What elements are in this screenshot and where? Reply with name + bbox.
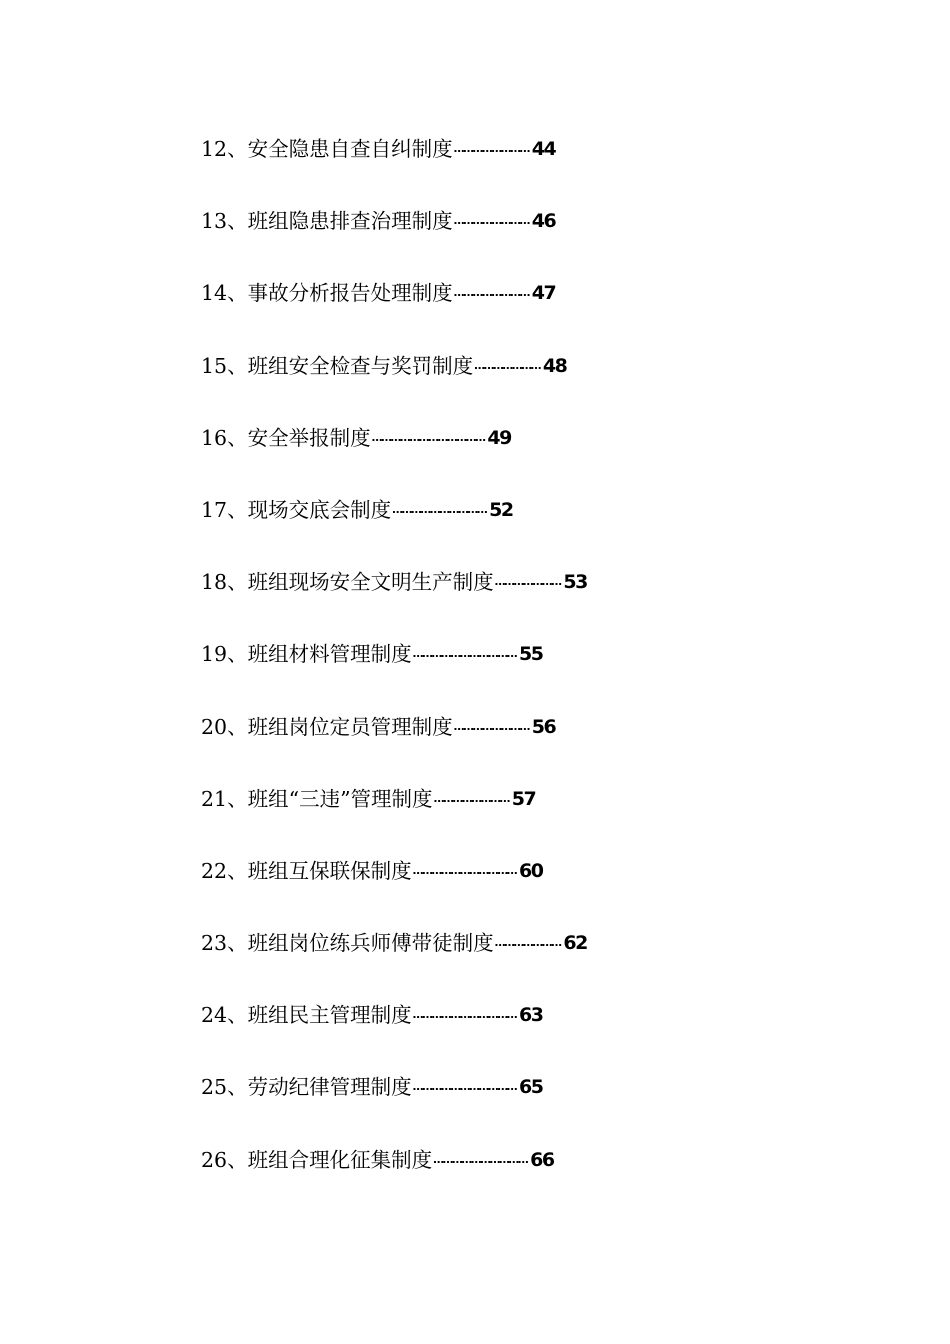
entry-title: 劳动纪律管理制度 [247,1075,412,1100]
toc-entry [201,926,801,998]
entry-title: 班组“三违”管理制度 [247,786,433,811]
entry-number: 17 [201,497,228,522]
entry-separator: 、 [227,642,248,667]
toc-entry [201,782,801,854]
entry-separator: 、 [227,858,248,883]
dot-leader: …………………………… [412,863,516,877]
dot-leader: …………………… [453,142,529,155]
entry-page-number: 46 [531,210,556,233]
toc-entry [201,637,801,709]
toc-entry [201,276,801,348]
entry-page-number: 55 [519,643,543,666]
entry-title: 事故分析报告处理制度 [247,281,453,306]
entry-number: 12 [201,137,228,161]
entry-title: 班组岗位定员管理制度 [247,714,453,739]
entry-number: 13 [201,209,228,234]
entry-title: 班组民主管理制度 [247,1003,412,1028]
entry-number: 23 [201,931,228,956]
entry-title: 安全举报制度 [247,425,371,450]
toc-entry [201,998,801,1070]
table-of-contents [201,132,801,1215]
dot-leader: ………………… [494,936,561,950]
entry-separator: 、 [227,1003,248,1028]
entry-page-number: 53 [563,571,587,594]
entry-separator: 、 [227,209,248,234]
entry-number: 22 [201,858,228,883]
entry-page-number: 47 [531,282,556,305]
entry-number: 24 [201,1003,228,1028]
dot-leader: …………………………… [412,647,516,661]
dot-leader: ………………………… [433,1152,528,1166]
dot-leader: …………………………… [412,1080,516,1094]
entry-separator: 、 [227,353,248,378]
entry-page-number: 62 [563,932,587,955]
entry-title: 班组合理化征集制度 [247,1147,433,1172]
entry-number: 25 [201,1075,228,1100]
dot-leader: …………………… [453,719,529,733]
entry-separator: 、 [227,786,248,811]
entry-separator: 、 [227,281,248,306]
entry-page-number: 44 [531,138,556,160]
entry-number: 19 [201,642,228,667]
dot-leader: ………………………… [392,502,487,516]
dot-leader: ……………………………… [371,430,485,444]
toc-entry [201,565,801,637]
entry-page-number: 60 [519,859,543,882]
entry-title: 现场交底会制度 [247,497,392,522]
toc-entry [201,854,801,926]
dot-leader: …………………… [453,286,529,300]
toc-entry [201,421,801,493]
entry-number: 18 [201,570,228,595]
entry-separator: 、 [227,137,248,161]
entry-number: 14 [201,281,228,306]
toc-entry [201,132,801,204]
entry-page-number: 48 [542,354,567,377]
toc-entry [201,204,801,276]
entry-page-number: 49 [487,426,511,449]
dot-leader: …………………………… [412,1008,516,1022]
entry-separator: 、 [227,1147,248,1172]
entry-number: 21 [201,786,228,811]
toc-entry [201,710,801,782]
entry-title: 班组现场安全文明生产制度 [247,570,494,595]
dot-leader: …………………… [433,791,509,805]
entry-separator: 、 [227,931,248,956]
entry-page-number: 66 [530,1148,554,1171]
entry-number: 15 [201,353,228,378]
toc-entry [201,349,801,421]
entry-number: 20 [201,714,228,739]
entry-separator: 、 [227,497,248,522]
entry-separator: 、 [227,570,248,595]
entry-title: 班组互保联保制度 [247,858,412,883]
dot-leader: …………………… [453,214,529,228]
entry-separator: 、 [227,425,248,450]
entry-number: 26 [201,1147,228,1172]
entry-page-number: 57 [511,787,536,810]
toc-entry [201,1070,801,1142]
entry-page-number: 63 [519,1004,543,1027]
dot-leader: ………………… [474,358,540,372]
entry-title: 班组岗位练兵师傅带徒制度 [247,931,494,956]
entry-title: 班组安全检查与奖罚制度 [247,353,474,378]
entry-page-number: 52 [489,498,513,521]
entry-separator: 、 [227,714,248,739]
entry-title: 班组材料管理制度 [247,642,412,667]
dot-leader: ………………… [494,575,561,589]
toc-entry [201,1143,801,1215]
entry-separator: 、 [227,1075,248,1100]
entry-title: 安全隐患自查自纠制度 [247,137,453,161]
entry-page-number: 65 [519,1076,543,1099]
toc-entry [201,493,801,565]
entry-page-number: 56 [531,715,556,738]
entry-title: 班组隐患排查治理制度 [247,209,453,234]
entry-number: 16 [201,425,228,450]
